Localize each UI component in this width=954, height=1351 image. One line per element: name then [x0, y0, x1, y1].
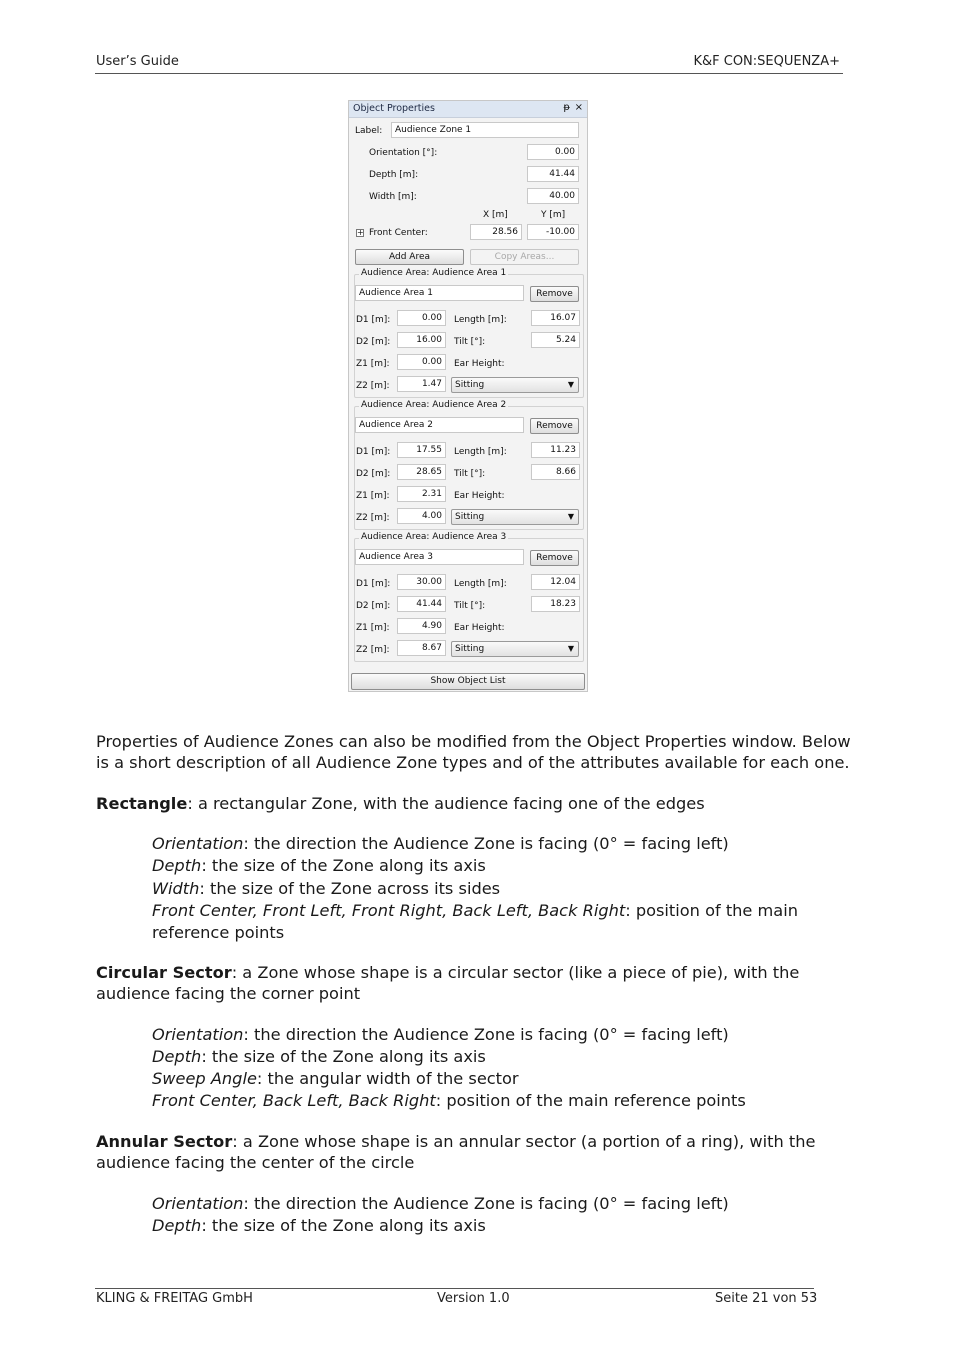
item-desc: : position of the main reference points — [152, 901, 798, 942]
width-label: Width [m]: — [369, 192, 417, 202]
item-desc: : the size of the Zone along its axis — [201, 1047, 486, 1066]
rectangle-item — [152, 833, 852, 855]
length-field[interactable]: 12.04 — [531, 574, 580, 590]
area-name-field[interactable]: Audience Area 3 — [355, 549, 524, 565]
ear-height-select[interactable] — [451, 509, 579, 525]
ear-height-value: Sitting — [455, 380, 485, 390]
close-icon[interactable]: × — [574, 102, 583, 113]
tilt-field[interactable]: 8.66 — [531, 464, 580, 480]
d2-label: D2 [m]: — [356, 337, 391, 347]
d1-field[interactable]: 0.00 — [397, 310, 446, 326]
annular-desc: : a Zone whose shape is an annular sector (a portion of a ring), with the audience facing the center of the circle — [96, 1132, 816, 1172]
depth-field[interactable]: 41.44 — [527, 166, 579, 182]
length-label: Length [m]: — [454, 447, 507, 457]
circular-item — [152, 1024, 852, 1046]
chevron-down-icon: ▼ — [567, 644, 574, 653]
item-desc: : the direction the Audience Zone is facing (0° = facing left) — [243, 834, 729, 853]
group-title: Audience Area: Audience Area 2 — [361, 400, 507, 410]
circular-item — [152, 1068, 852, 1090]
z1-field[interactable]: 2.31 — [397, 486, 446, 502]
rectangle-desc: : a rectangular Zone, with the audience facing one of the edges — [187, 794, 705, 813]
circular-desc: : a Zone whose shape is a circular sector (like a piece of pie), with the audience facing the corner point — [96, 963, 800, 1003]
item-desc: : the size of the Zone across its sides — [199, 879, 501, 898]
item-term: Orientation — [152, 1194, 244, 1213]
show-object-list-button[interactable]: Show Object List — [351, 673, 585, 690]
area-name-field[interactable]: Audience Area 1 — [355, 285, 524, 301]
d2-field[interactable]: 41.44 — [397, 596, 446, 612]
item-term: Front Center, Front Left, Front Right, Back Left, Back Right — [152, 901, 626, 920]
remove-button[interactable]: Remove — [530, 286, 579, 302]
circular-item — [152, 1090, 852, 1112]
annular-heading — [96, 1131, 856, 1173]
circular-term: Circular Sector — [96, 963, 232, 982]
ear-height-label: Ear Height: — [454, 491, 505, 501]
item-term: Width — [152, 879, 200, 898]
front-center-label: Front Center: — [369, 228, 428, 238]
footer-left: KLING & FREITAG GmbH — [96, 1291, 253, 1306]
d1-field[interactable]: 17.55 — [397, 442, 446, 458]
length-field[interactable]: 16.07 — [531, 310, 580, 326]
rectangle-item — [152, 900, 852, 944]
depth-label: Depth [m]: — [369, 170, 419, 180]
d1-label: D1 [m]: — [356, 315, 391, 325]
group-title: Audience Area: Audience Area 1 — [361, 268, 507, 278]
ear-height-value: Sitting — [455, 512, 485, 522]
length-label: Length [m]: — [454, 315, 507, 325]
chevron-down-icon: ▼ — [567, 512, 574, 521]
item-desc: : position of the main reference points — [435, 1091, 746, 1110]
item-desc: : the size of the Zone along its axis — [201, 856, 486, 875]
z1-label: Z1 [m]: — [356, 359, 390, 369]
intro-paragraph: Properties of Audience Zones can also be modified from the Object Properties window. Below is a short description of all Audience Zone types and of the attributes available for each one. — [96, 732, 851, 772]
area-name-field[interactable]: Audience Area 2 — [355, 417, 524, 433]
z2-field[interactable]: 8.67 — [397, 640, 446, 656]
tilt-label: Tilt [°]: — [454, 601, 486, 611]
z2-field[interactable]: 4.00 — [397, 508, 446, 524]
item-term: Depth — [152, 856, 202, 875]
item-desc: : the direction the Audience Zone is facing (0° = facing left) — [243, 1194, 729, 1213]
header-rule — [95, 73, 843, 74]
circular-heading — [96, 962, 856, 1004]
length-label: Length [m]: — [454, 579, 507, 589]
item-term: Orientation — [152, 1025, 244, 1044]
annular-item — [152, 1193, 852, 1215]
ear-height-select[interactable] — [451, 641, 579, 657]
d1-field[interactable]: 30.00 — [397, 574, 446, 590]
z1-field[interactable]: 4.90 — [397, 618, 446, 634]
d2-field[interactable]: 16.00 — [397, 332, 446, 348]
tilt-label: Tilt [°]: — [454, 469, 486, 479]
object-properties-panel — [348, 100, 588, 692]
pin-icon[interactable]: ᵽ — [563, 102, 570, 113]
ear-height-label: Ear Height: — [454, 359, 505, 369]
rectangle-item — [152, 878, 852, 900]
annular-item — [152, 1215, 852, 1237]
add-area-button[interactable]: Add Area — [355, 249, 464, 265]
y-header: Y [m] — [541, 210, 566, 220]
z2-label: Z2 [m]: — [356, 645, 390, 655]
ear-height-label: Ear Height: — [454, 623, 505, 633]
front-center-y-field[interactable]: -10.00 — [527, 224, 579, 240]
d2-label: D2 [m]: — [356, 469, 391, 479]
orientation-field[interactable]: 0.00 — [527, 144, 579, 160]
footer-rule — [95, 1288, 814, 1289]
d2-field[interactable]: 28.65 — [397, 464, 446, 480]
width-field[interactable]: 40.00 — [527, 188, 579, 204]
orientation-label: Orientation [°]: — [369, 148, 438, 158]
header-left: User’s Guide — [96, 54, 179, 69]
expand-icon[interactable]: + — [357, 228, 364, 237]
item-term: Depth — [152, 1047, 202, 1066]
panel-titlebar — [349, 101, 587, 118]
ear-height-select[interactable] — [451, 377, 579, 393]
item-term: Depth — [152, 1216, 202, 1235]
item-desc: : the size of the Zone along its axis — [201, 1216, 486, 1235]
footer-right: Seite 21 von 53 — [715, 1291, 818, 1306]
item-term: Sweep Angle — [152, 1069, 257, 1088]
remove-button[interactable]: Remove — [530, 418, 579, 434]
footer-center: Version 1.0 — [437, 1291, 510, 1306]
label-label: Label: — [355, 126, 383, 136]
rectangle-term: Rectangle — [96, 794, 188, 813]
header-right: K&F CON:SEQUENZA+ — [693, 54, 840, 69]
x-header: X [m] — [483, 210, 508, 220]
z1-label: Z1 [m]: — [356, 491, 390, 501]
panel-title: Object Properties — [353, 103, 435, 114]
d2-label: D2 [m]: — [356, 601, 391, 611]
item-term: Front Center, Back Left, Back Right — [152, 1091, 436, 1110]
remove-button[interactable]: Remove — [530, 550, 579, 566]
d1-label: D1 [m]: — [356, 579, 391, 589]
z2-field[interactable]: 1.47 — [397, 376, 446, 392]
circular-item — [152, 1046, 852, 1068]
ear-height-value: Sitting — [455, 644, 485, 654]
label-field[interactable]: Audience Zone 1 — [391, 122, 579, 138]
rectangle-heading — [96, 793, 856, 814]
copy-areas-button[interactable]: Copy Areas... — [470, 249, 579, 265]
audience-area-group — [354, 268, 584, 398]
z2-label: Z2 [m]: — [356, 381, 390, 391]
item-term: Orientation — [152, 834, 244, 853]
tilt-field[interactable]: 18.23 — [531, 596, 580, 612]
chevron-down-icon: ▼ — [567, 380, 574, 389]
front-center-x-field[interactable]: 28.56 — [470, 224, 522, 240]
item-desc: : the angular width of the sector — [256, 1069, 519, 1088]
group-title: Audience Area: Audience Area 3 — [361, 532, 507, 542]
rectangle-item — [152, 855, 852, 877]
length-field[interactable]: 11.23 — [531, 442, 580, 458]
z2-label: Z2 [m]: — [356, 513, 390, 523]
audience-area-group — [354, 532, 584, 662]
tilt-field[interactable]: 5.24 — [531, 332, 580, 348]
z1-label: Z1 [m]: — [356, 623, 390, 633]
item-desc: : the direction the Audience Zone is facing (0° = facing left) — [243, 1025, 729, 1044]
tilt-label: Tilt [°]: — [454, 337, 486, 347]
z1-field[interactable]: 0.00 — [397, 354, 446, 370]
annular-term: Annular Sector — [96, 1132, 233, 1151]
audience-area-group — [354, 400, 584, 530]
d1-label: D1 [m]: — [356, 447, 391, 457]
